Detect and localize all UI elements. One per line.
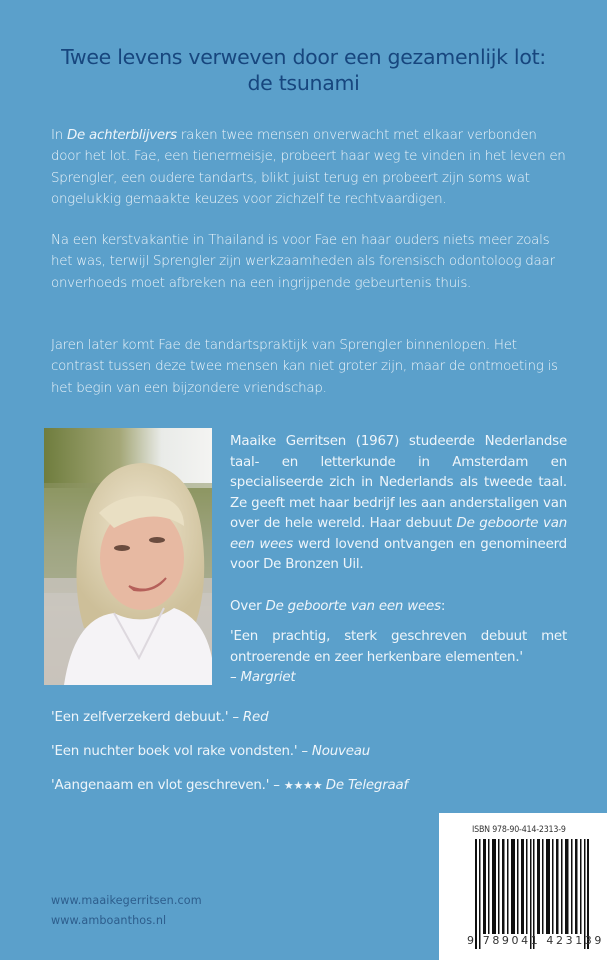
tagline-heading	[0, 44, 607, 96]
review-red	[51, 708, 268, 728]
author-photo	[44, 428, 212, 685]
author-website-link[interactable]: www.maaikegerritsen.com	[51, 894, 202, 907]
ean-main-digits: 789041 423139	[482, 934, 604, 947]
barcode-icon	[475, 839, 589, 949]
blurb-paragraph-1	[51, 125, 567, 210]
ean-digits	[467, 934, 604, 947]
blurb-prefix: In	[51, 128, 67, 143]
author-bio-text: Maaike Gerritsen (1967) studeerde Nederlandse taal- en letterkunde in Amsterdam en specialiseerde zich in Nederlands als tweede taal. Ze geeft met haar bedrijf les aan anderstaligen van over de hele wereld. Haar debuut	[230, 434, 567, 531]
isbn-label: ISBN 978-90-414-2313-9	[472, 825, 566, 835]
review-nouveau	[51, 742, 370, 762]
blurb-paragraph-2: Na een kerstvakantie in Thailand is voor Fae en haar ouders niets meer zoals het was, terwijl Sprengler zijn werkzaamheden als forensisch odontoloog daar onverhoeds moet afbreken na een ingrijpende gebeurtenis thuis.	[51, 233, 555, 291]
author-bio-end: werd lovend ontvangen en genomineerd voor De Bronzen Uil.	[230, 536, 567, 572]
review-source: Red	[242, 710, 269, 725]
website-links	[51, 891, 202, 931]
margriet-quote-source: – Margriet	[230, 670, 296, 685]
margriet-quote-text: 'Een prachtig, sterk geschreven debuut met ontroerende en zeer herkenbare elementen.'	[230, 629, 567, 665]
ean-lead-digit: 9	[467, 934, 477, 947]
isbn-barcode-box	[439, 813, 607, 960]
blurb-text: raken twee mensen onverwacht met elkaar verbonden door het lot. Fae, een tienermeisje, probeert haar weg te vinden in het leven en Sprengler, een oudere tandarts, blikt juist terug en probeert zijn soms wat ongelukkig gemaakte keuzes voor zichzelf te rechtvaardigen.	[51, 128, 566, 207]
review-text: 'Een nuchter boek vol rake vondsten.' –	[51, 744, 312, 759]
author-bio	[230, 432, 567, 576]
over-debut-heading	[230, 597, 567, 618]
tagline-line-1: Twee levens verweven door een gezamenlijk lot:	[61, 45, 546, 69]
debut-title: De geboorte van een wees	[230, 516, 567, 552]
over-prefix: Over	[230, 599, 266, 614]
star-rating-icon: ★★★★	[283, 779, 326, 792]
review-source: Nouveau	[311, 744, 371, 759]
author-portrait-illustration	[44, 428, 212, 685]
publisher-website-link[interactable]: www.amboanthos.nl	[51, 914, 167, 927]
review-telegraaf	[51, 776, 408, 796]
review-text: 'Aangenaam en vlot geschreven.' –	[51, 778, 284, 793]
blurb-paragraph-3: Jaren later komt Fae de tandartspraktijk van Sprengler binnenlopen. Het contrast tussen deze twee mensen kan niet groter zijn, maar de ontmoeting is het begin van een bijzondere vriendschap.	[51, 338, 558, 396]
margriet-quote	[230, 627, 567, 689]
review-source: De Telegraaf	[325, 778, 409, 793]
over-debut-title: De geboorte van een wees	[265, 599, 441, 614]
over-suffix: :	[440, 599, 446, 614]
review-text: 'Een zelfverzekerd debuut.' –	[51, 710, 243, 725]
tagline-line-2: de tsunami	[247, 71, 360, 95]
book-title: De achterblijvers	[66, 128, 177, 143]
